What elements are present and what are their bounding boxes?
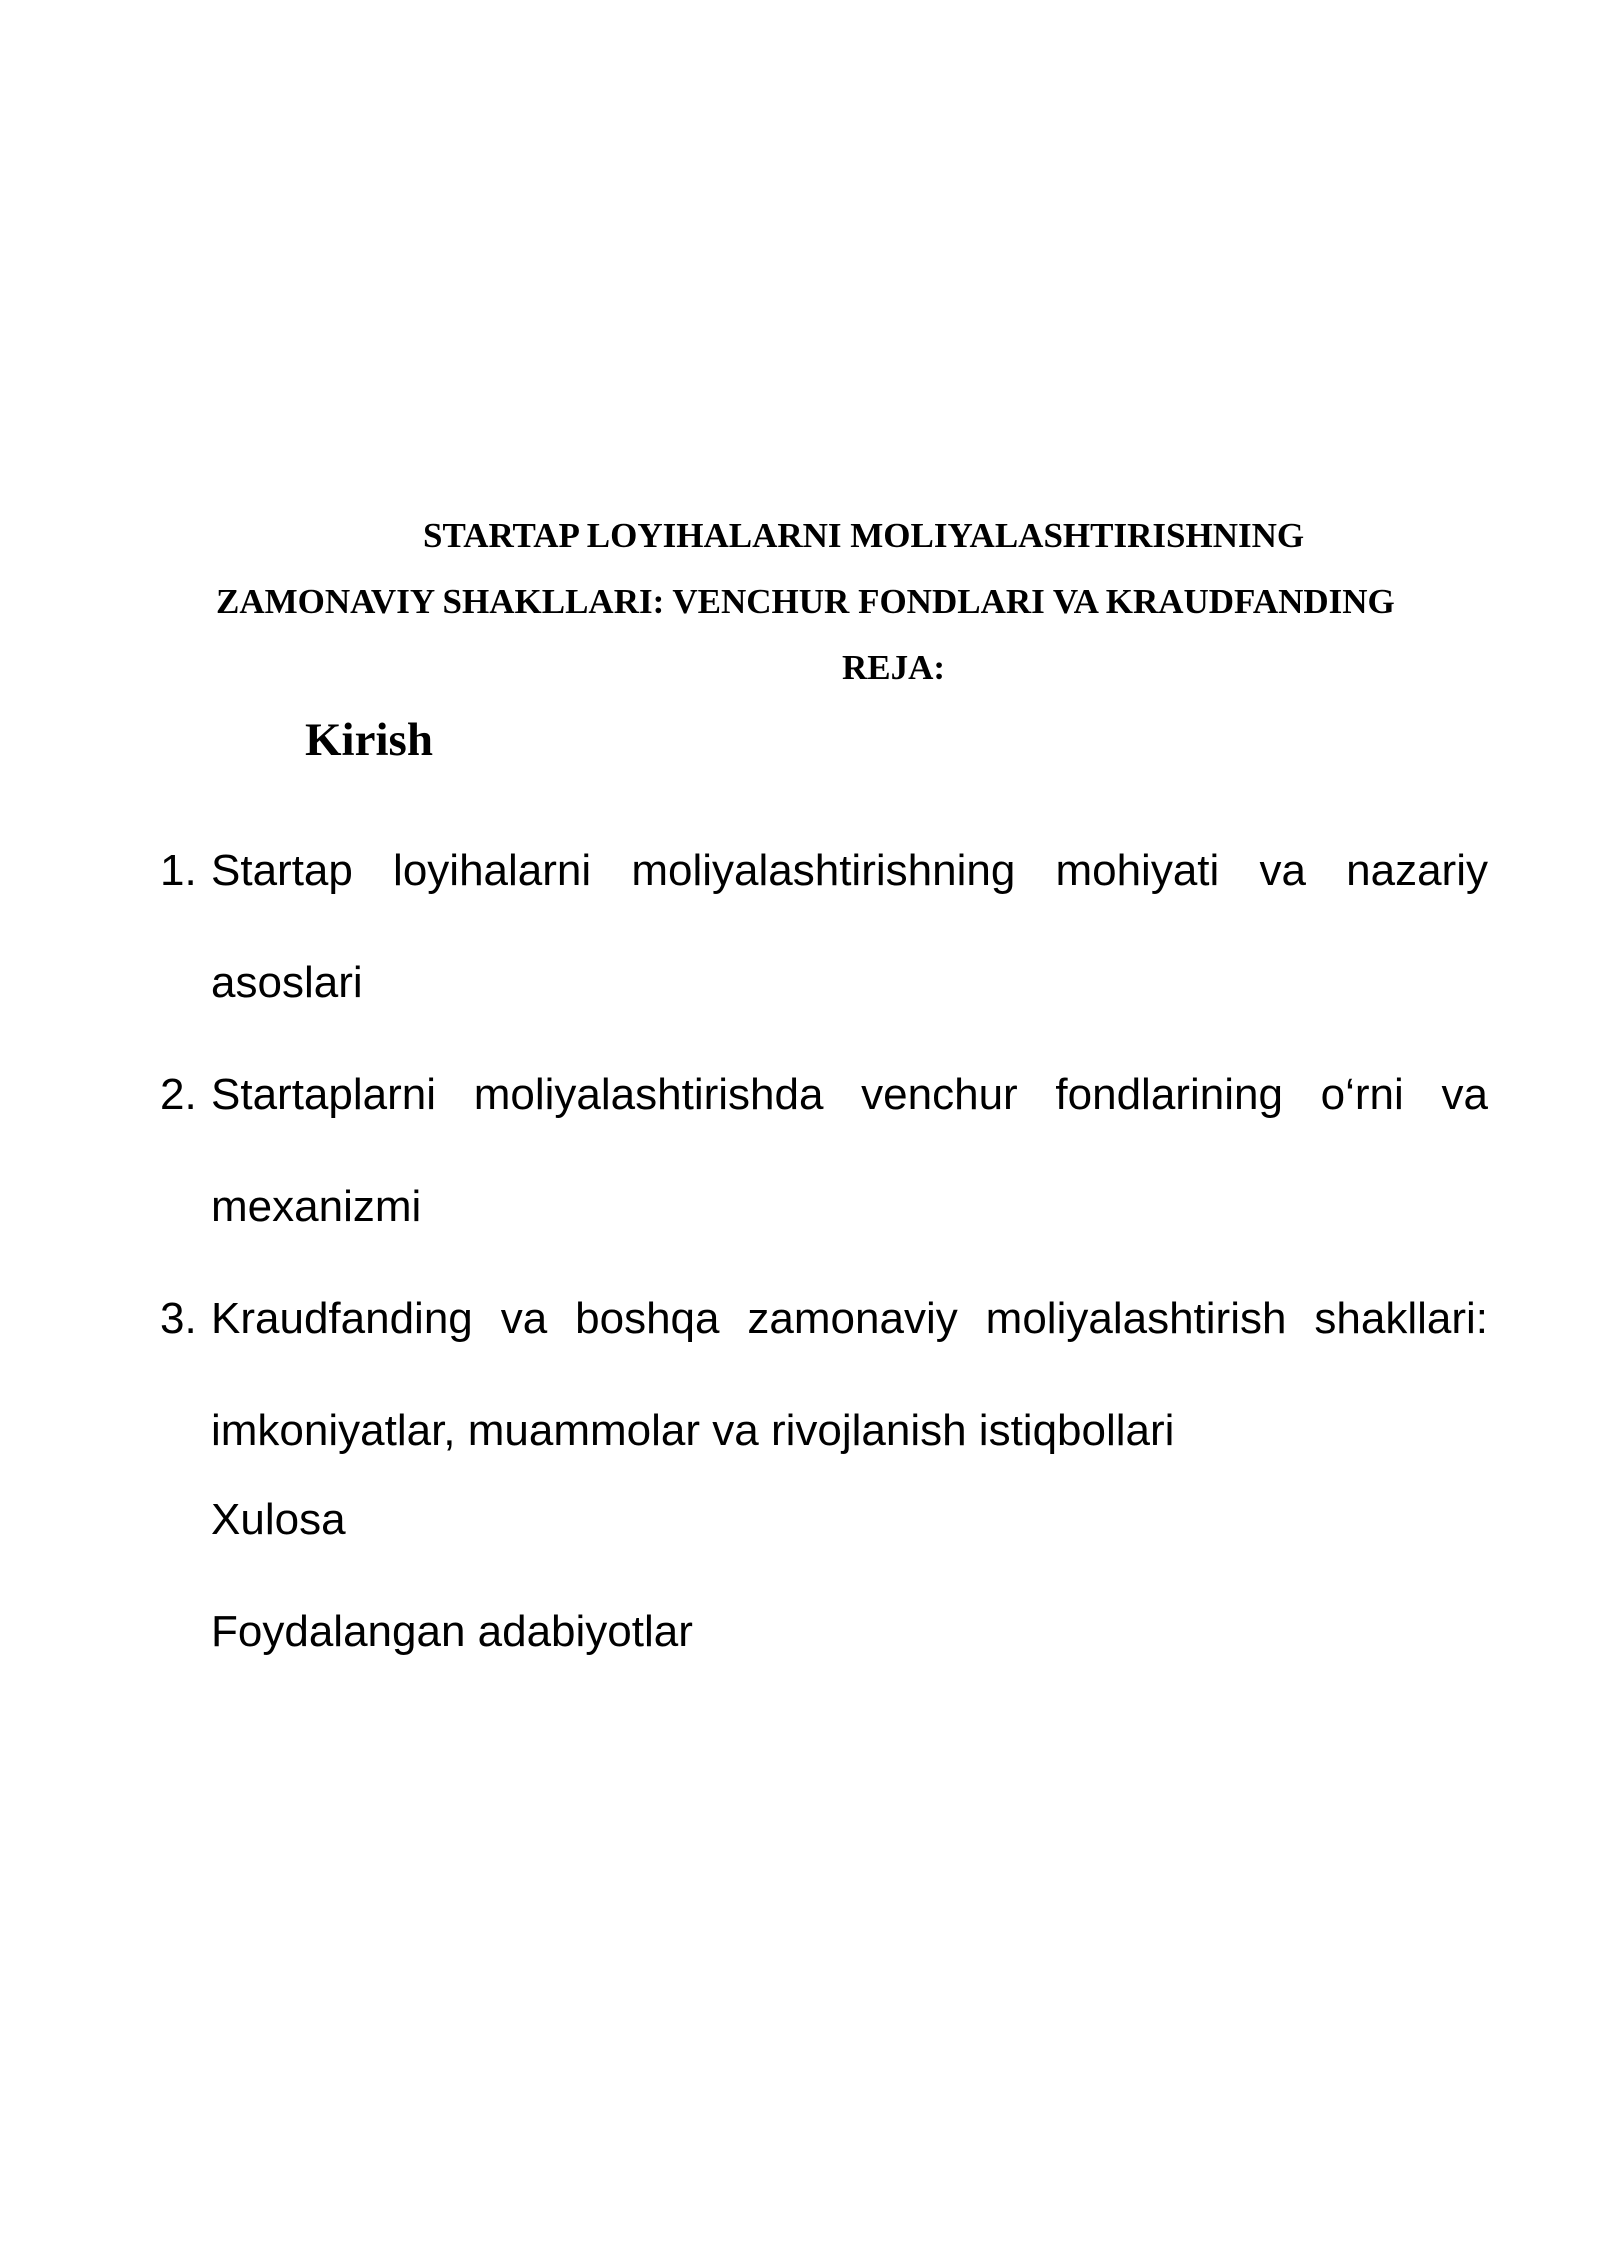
plan-item-text: Startaplarni moliyalashtirishda venchur fondlarining o‘rni va mexanizmi <box>211 1070 1488 1231</box>
plan-item-number: 1. <box>160 846 197 895</box>
references-item: Foydalangan adabiyotlar <box>211 1607 693 1656</box>
plan-item-2 <box>160 1039 1488 1263</box>
plan-item-number: 2. <box>160 1070 197 1119</box>
conclusion-item: Xulosa <box>211 1495 346 1544</box>
plan-heading: REJA: <box>842 648 946 687</box>
title-line-1: STARTAP LOYIHALARNI MOLIYALASHTIRISHNING <box>423 516 1305 555</box>
intro-heading: Kirish <box>305 714 433 766</box>
title-line-2: ZAMONAVIY SHAKLLARI: VENCHUR FONDLARI VA KRAUDFANDING <box>216 582 1395 621</box>
plan-item-text: Kraudfanding va boshqa zamonaviy moliyalashtirish shakllari: imkoniyatlar, muammolar va rivojlanish istiqbollari <box>211 1294 1488 1455</box>
plan-item-1 <box>160 815 1488 1039</box>
plan-item-number: 3. <box>160 1294 197 1343</box>
plan-item-text: Startap loyihalarni moliyalashtirishning mohiyati va nazariy asoslari <box>211 846 1488 1007</box>
plan-list <box>160 815 1488 1487</box>
plan-item-3 <box>160 1263 1488 1487</box>
